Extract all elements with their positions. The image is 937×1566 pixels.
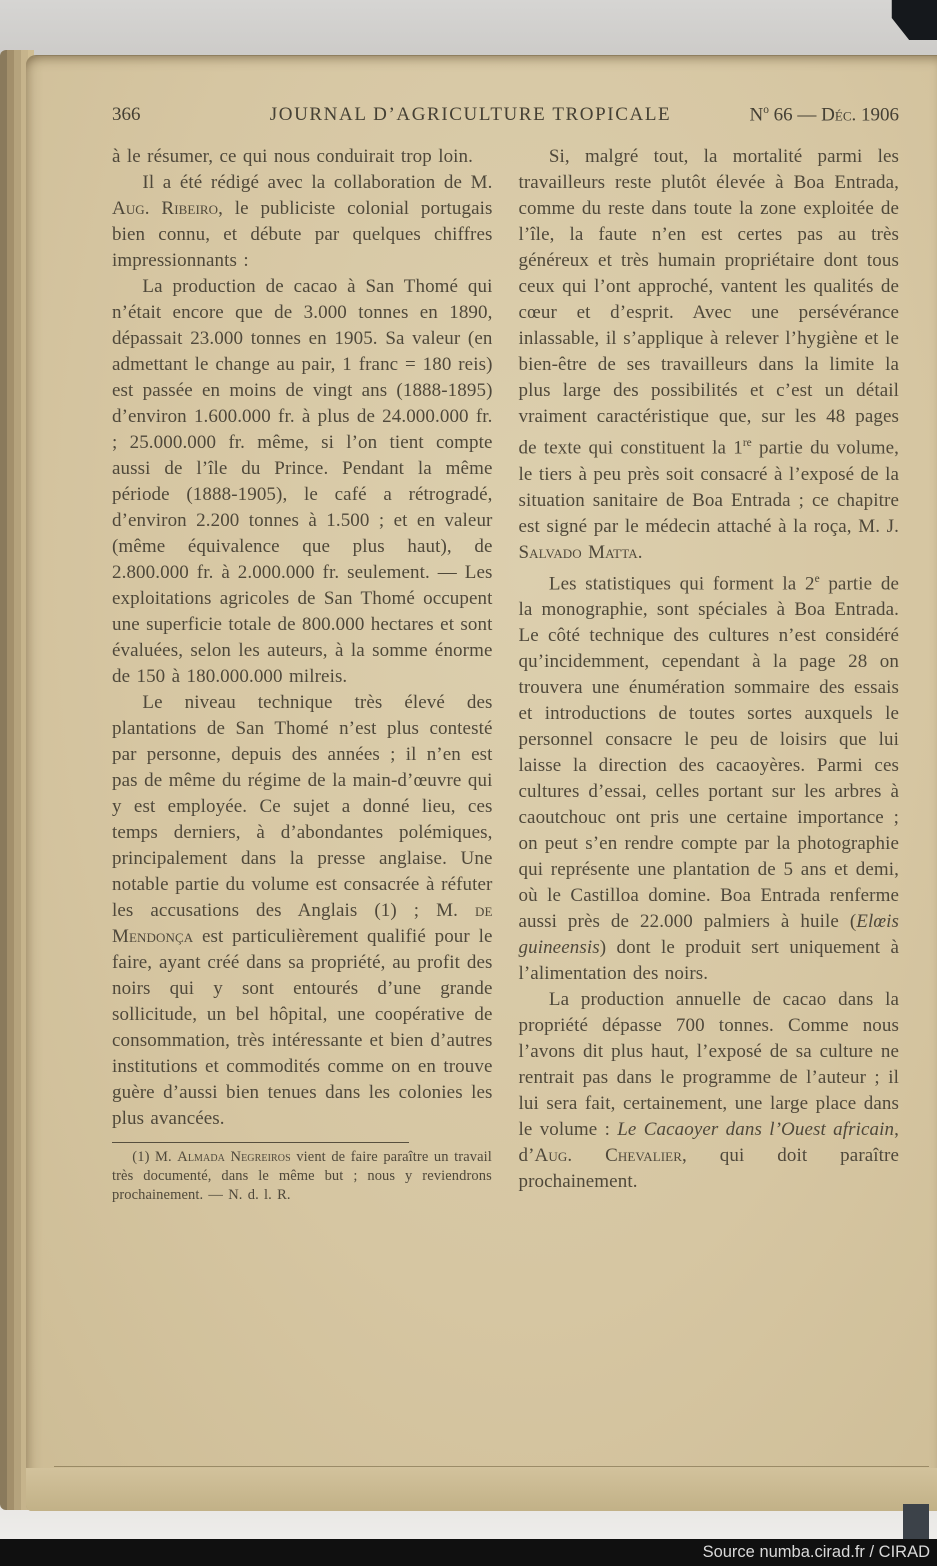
text-segment: Almada Negreiros: [177, 1149, 291, 1166]
paragraph: [112, 144, 493, 170]
journal-page: [26, 55, 937, 1511]
paragraph: [519, 987, 900, 1195]
text-segment: 66 —: [768, 104, 822, 126]
text-segment: de Mendonça: [112, 900, 493, 948]
page-fold-line: [54, 1466, 929, 1467]
text-segment: vient de faire paraître un travail très documenté, dans le même but ; nous y reviendrons prochainement. — N. d. l. R.: [112, 1149, 492, 1204]
source-bar: [0, 1539, 937, 1566]
text-segment: Le Cacaoyer dans l’Ouest africain: [617, 1118, 895, 1140]
text-segment: , qui doit paraître prochainement.: [518, 1144, 899, 1192]
text-segment: Si, malgré tout, la mortalité parmi les travailleurs reste plutôt élevée à Boa Entrada, comme du reste dans toute la zone exploitée de l’île, la faute n’en est certes pas au très généreux et très humain propriétaire dont tous ceux qui l’ont approché, vantent les qualités de cœur et d’esprit. Avec une persévérance inlassable, il s’applique à relever l’hygiène et le bien-être de ses travailleurs dans la limite la plus large des possibilités et c’est un détail vraiment caractéristique que, sur les 48 pages de texte qui constituent la 1: [518, 146, 899, 459]
text-segment: , le publiciste colonial portugais bien connu, et débute par quelques chiffres impressionnants :: [112, 198, 493, 272]
text-segment: Déc.: [821, 104, 857, 126]
right-column-paragraphs: [519, 144, 900, 1195]
text-segment: partie du volume, le tiers à peu près soit consacré à l’exposé de la situation sanitaire de Boa Entrada ; ce chapitre est signé par le médecin attaché à la roça, M. J.: [518, 437, 899, 537]
text-segment: Il a été rédigé avec la collaboration de M.: [142, 172, 493, 194]
text-segment: e: [814, 572, 820, 585]
text-segment: Aug. Ribeiro: [112, 198, 219, 220]
text-segment: .: [637, 541, 643, 563]
footnote: [112, 1142, 492, 1205]
text-segment: re: [742, 437, 752, 450]
paragraph: [112, 1148, 492, 1205]
paragraph: [519, 566, 900, 987]
text-segment: Salvado Matta: [518, 541, 638, 563]
issue-label: [709, 104, 899, 126]
paragraph: [519, 144, 900, 565]
page-bottom-edge: [26, 1468, 937, 1511]
paragraph: [112, 170, 493, 274]
text-segment: Aug. Chevalier: [534, 1144, 682, 1166]
text-segment: à le résumer, ce qui nous conduirait trop loin.: [112, 146, 474, 168]
text-segment: est particulièrement qualifié pour le faire, ayant créé dans sa propriété, au profit des noirs qui y sont entourés d’une grande sollicitude, un bel hôpital, une coopérative de consommation, très intéressante et bien d’autres institutions et commodités comme on en trouve guère d’aussi bien tenues dans les colonies les plus avancées.: [112, 926, 493, 1130]
journal-title: JOURNAL D’AGRICULTURE TROPICALE: [269, 104, 672, 126]
paragraph: [112, 690, 493, 1132]
text-segment: , d’: [518, 1118, 899, 1166]
paragraph: [112, 274, 493, 690]
text-segment: partie de la monographie, sont spéciales à Boa Entrada. Le côté technique des cultures n’est considéré qu’incidemment, cependant à la page 28 on trouvera une énumération sommaire des essais et introductions de toutes sortes auxquels le personnel consacre le peu de loisirs que lui laisse la direction des cacaoyères. Parmi ces cultures d’essai, celles portant sur les arbres à caoutchouc ont pris une certaine importance ; on peut s’en rendre compte par la photographie qui représente une plantation de 5 ans et demi, où le Castilloa domine. Boa Entrada renferme aussi près de 22.000 palmiers à huile (: [518, 572, 899, 932]
text-segment: N: [749, 104, 764, 126]
text-segment: ) dont le produit sert uniquement à l’alimentation des noirs.: [518, 936, 899, 984]
text-segment: (1) M.: [132, 1149, 178, 1166]
page-header: [112, 104, 899, 126]
footnote-paragraphs: [112, 1148, 492, 1205]
text-segment: La production de cacao à San Thomé qui n’était encore que de 3.000 tonnes en 1890, dépassait 23.000 tonnes en 1905. Sa valeur (en admettant le change au pair, 1 franc = 180 reis) est passée en moins de vingt ans (1888-1895) d’environ 1.600.000 fr. à plus de 24.000.000 fr. ; 25.000.000 fr. même, si l’on tient compte aussi de l’île du Prince. Pendant la même période (1888-1905), le café a rétrogradé, d’environ 2.200 tonnes à 1.500 ; et en valeur (même équivalence que plus haut), de 2.800.000 fr. à 2.000.000 fr. seulement. — Les exploitations agricoles de San Thomé occupent une superficie totale de 800.000 hectares et sont évaluées, selon les auteurs, à la somme énorme de 150 à 180.000.000 milreis.: [112, 276, 493, 688]
text-segment: Le niveau technique très élevé des plantations de San Thomé n’est plus contesté par personne, depuis des années ; il n’en est pas de même du régime de la main-d’œuvre qui y est employée. Ce sujet a donné lieu, ces temps derniers, à d’abondantes polémiques, principalement dans la presse anglaise. Une notable partie du volume est consacrée à réfuter les accusations des Anglais (1) ; M.: [112, 692, 493, 922]
text-segment: 1906: [856, 104, 899, 126]
left-column-paragraphs: [112, 144, 493, 1132]
source-text: Source numba.cirad.fr / CIRAD: [702, 1543, 930, 1561]
book-cover-edge: [903, 1504, 929, 1544]
text-columns: [112, 144, 899, 1205]
text-segment: Les statistiques qui forment la 2: [548, 572, 815, 594]
text-segment: La production annuelle de cacao dans la propriété dépasse 700 tonnes. Comme nous l’avons dit plus haut, l’exposé de sa culture ne rentrait pas dans le programme de l’auteur ; il lui sera fait, certainement, une large place dans le volume :: [518, 988, 899, 1140]
right-column: [519, 144, 900, 1205]
text-segment: o: [763, 104, 769, 116]
left-column: [112, 144, 493, 1205]
text-segment: Elœis guineensis: [518, 910, 899, 958]
page-content: [26, 56, 937, 1205]
page-number: 366: [112, 104, 141, 126]
